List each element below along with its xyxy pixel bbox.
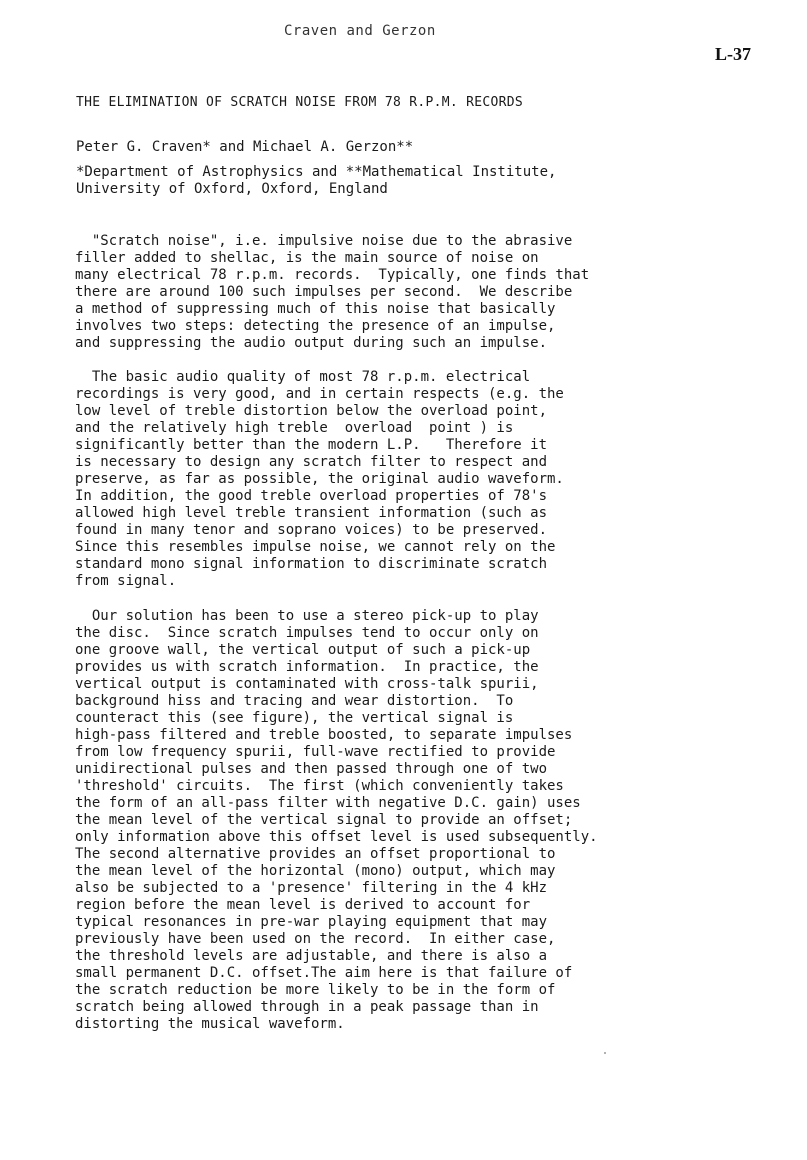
paragraph-line: found in many tenor and soprano voices) to be preserved. [75, 522, 548, 538]
affiliation-line: University of Oxford, Oxford, England [76, 181, 388, 197]
paragraph-line: and the relatively high treble overload point ) is [75, 420, 514, 436]
paragraph-line: from signal. [75, 573, 177, 589]
paragraph-line: 'threshold' circuits. The first (which conveniently takes [75, 778, 564, 794]
paragraph-line: The basic audio quality of most 78 r.p.m. electrical [75, 369, 531, 385]
paragraph-line: the disc. Since scratch impulses tend to occur only on [75, 625, 539, 641]
paragraph-line: high-pass filtered and treble boosted, to separate impulses [75, 727, 573, 743]
paragraph-line: unidirectional pulses and then passed through one of two [75, 761, 548, 777]
paragraph-line: standard mono signal information to discriminate scratch [75, 556, 548, 572]
paragraph-line: background hiss and tracing and wear distortion. To [75, 693, 514, 709]
paragraph-line: vertical output is contaminated with cross-talk spurii, [75, 676, 539, 692]
paragraph-line: many electrical 78 r.p.m. records. Typically, one finds that [75, 267, 590, 283]
paragraph-line: distorting the musical waveform. [75, 1016, 345, 1032]
paragraph-line: the threshold levels are adjustable, and there is also a [75, 948, 548, 964]
paragraph-line: the mean level of the vertical signal to provide an offset; [75, 812, 573, 828]
paragraph-line: the scratch reduction be more likely to be in the form of [75, 982, 556, 998]
paragraph-line: there are around 100 such impulses per second. We describe [75, 284, 573, 300]
paragraph-line: scratch being allowed through in a peak passage than in [75, 999, 539, 1015]
body-paragraph-3 [75, 608, 775, 1033]
paragraph-line: previously have been used on the record. In either case, [75, 931, 556, 947]
paragraph-line: low level of treble distortion below the overload point, [75, 403, 548, 419]
paragraph-line: In addition, the good treble overload properties of 78's [75, 488, 548, 504]
paragraph-line: region before the mean level is derived to account for [75, 897, 531, 913]
page-number: L-37 [715, 44, 751, 64]
paragraph-line: also be subjected to a 'presence' filtering in the 4 kHz [75, 880, 548, 896]
paper-title: THE ELIMINATION OF SCRATCH NOISE FROM 78 R.P.M. RECORDS [76, 95, 523, 110]
paragraph-line: one groove wall, the vertical output of such a pick-up [75, 642, 531, 658]
paragraph-line: significantly better than the modern L.P. Therefore it [75, 437, 548, 453]
running-head: Craven and Gerzon [284, 23, 436, 39]
affiliation-line: *Department of Astrophysics and **Mathematical Institute, [76, 164, 557, 180]
paragraph-line: typical resonances in pre-war playing equipment that may [75, 914, 548, 930]
paragraph-line: only information above this offset level is used subsequently. [75, 829, 598, 845]
paragraph-line: small permanent D.C. offset.The aim here is that failure of [75, 965, 573, 981]
paragraph-line: Our solution has been to use a stereo pick-up to play [75, 608, 539, 624]
paragraph-line: involves two steps: detecting the presence of an impulse, [75, 318, 556, 334]
paragraph-line: the form of an all-pass filter with negative D.C. gain) uses [75, 795, 581, 811]
paragraph-line: preserve, as far as possible, the original audio waveform. [75, 471, 564, 487]
scan-speck [604, 1052, 606, 1054]
paragraph-line: Since this resembles impulse noise, we cannot rely on the [75, 539, 556, 555]
paragraph-line: and suppressing the audio output during such an impulse. [75, 335, 548, 351]
body-paragraph-2 [75, 369, 775, 590]
paragraph-line: provides us with scratch information. In practice, the [75, 659, 539, 675]
paragraph-line: counteract this (see figure), the vertical signal is [75, 710, 514, 726]
paragraph-line: a method of suppressing much of this noise that basically [75, 301, 556, 317]
paragraph-line: from low frequency spurii, full-wave rectified to provide [75, 744, 556, 760]
paper-affiliation [76, 164, 556, 198]
paragraph-line: the mean level of the horizontal (mono) output, which may [75, 863, 556, 879]
paragraph-line: "Scratch noise", i.e. impulsive noise due to the abrasive [75, 233, 573, 249]
paragraph-line: allowed high level treble transient information (such as [75, 505, 548, 521]
paragraph-line: filler added to shellac, is the main source of noise on [75, 250, 539, 266]
paragraph-line: recordings is very good, and in certain respects (e.g. the [75, 386, 564, 402]
paragraph-line: The second alternative provides an offset proportional to [75, 846, 556, 862]
paragraph-line: is necessary to design any scratch filter to respect and [75, 454, 548, 470]
paper-authors: Peter G. Craven* and Michael A. Gerzon** [76, 139, 414, 155]
body-paragraph-1 [75, 233, 775, 352]
